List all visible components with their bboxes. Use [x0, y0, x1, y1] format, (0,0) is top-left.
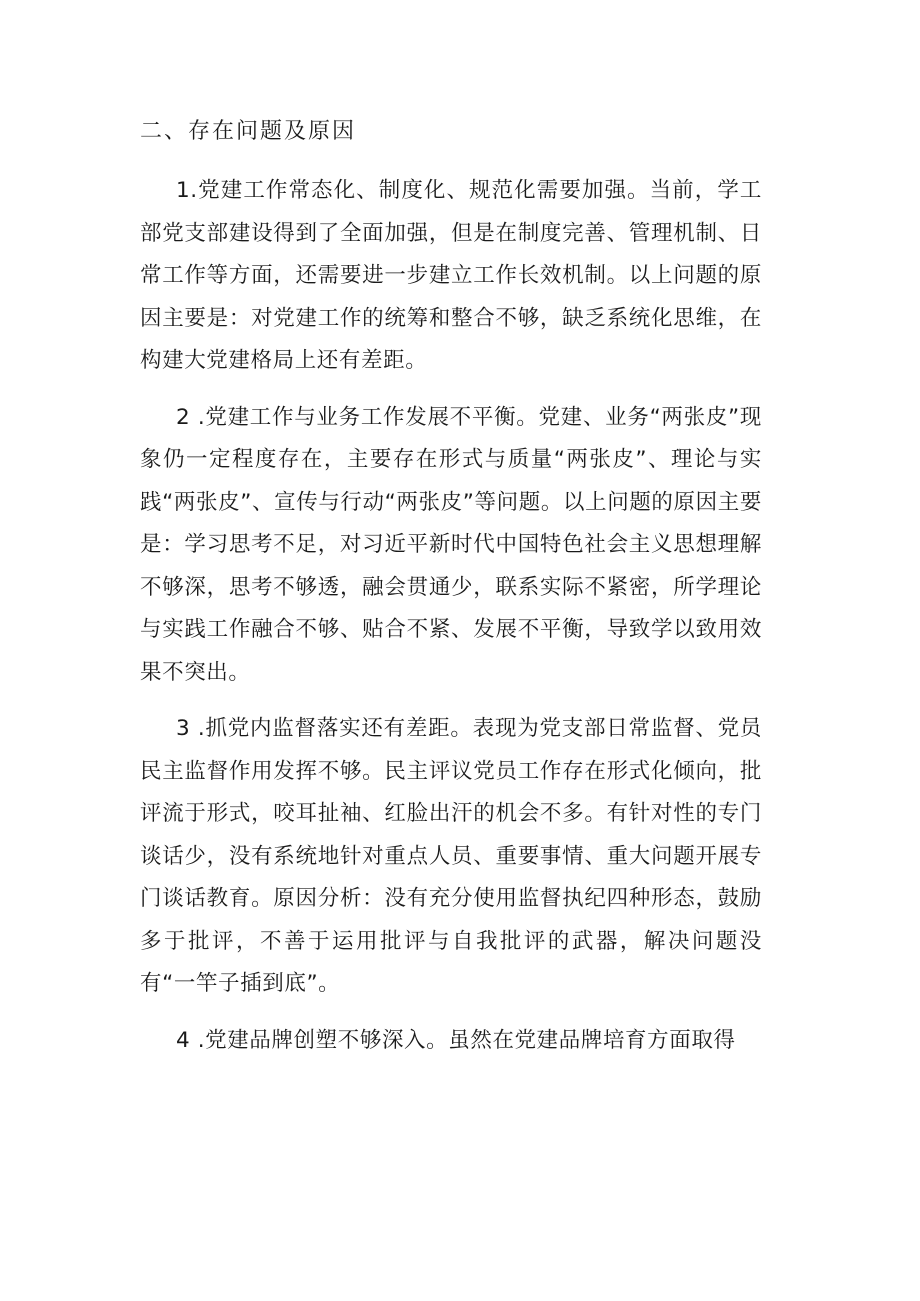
- paragraph-2: 2 .党建工作与业务工作发展不平衡。党建、业务“两张皮”现象仍一定程度存在，主要存在形式与质量“两张皮”、理论与实践“两张皮”、宣传与行动“两张皮”等问题。以上问题的原因主要是：学习思考不足，对习近平新时代中国特色社会主义思想理解不够深，思考不够透，融会贯通少，联系实际不紧密，所学理论与实践工作融合不够、贴合不紧、发展不平衡，导致学以致用效果不突出。: [140, 404, 762, 685]
- paragraph-1: 1.党建工作常态化、制度化、规范化需要加强。当前，学工部党支部建设得到了全面加强，但是在制度完善、管理机制、日常工作等方面，还需要进一步建立工作长效机制。以上问题的原因主要是：对党建工作的统筹和整合不够，缺乏系统化思维，在构建大党建格局上还有差距。: [140, 178, 762, 373]
- paragraph-3: 3 .抓党内监督落实还有差距。表现为党支部日常监督、党员民主监督作用发挥不够。民主评议党员工作存在形式化倾向，批评流于形式，咬耳扯袖、红脸出汗的机会不多。有针对性的专门谈话少，没有系统地针对重点人员、重要事情、重大问题开展专门谈话教育。原因分析：没有充分使用监督执纪四种形态，鼓励多于批评，不善于运用批评与自我批评的武器，解决问题没有“一竿子插到底”。: [140, 716, 762, 996]
- section-heading: 二、存在问题及原因: [140, 119, 357, 144]
- paragraph-4: 4 .党建品牌创塑不够深入。虽然在党建品牌培育方面取得: [176, 1027, 736, 1053]
- document-body: [140, 108, 762, 1062]
